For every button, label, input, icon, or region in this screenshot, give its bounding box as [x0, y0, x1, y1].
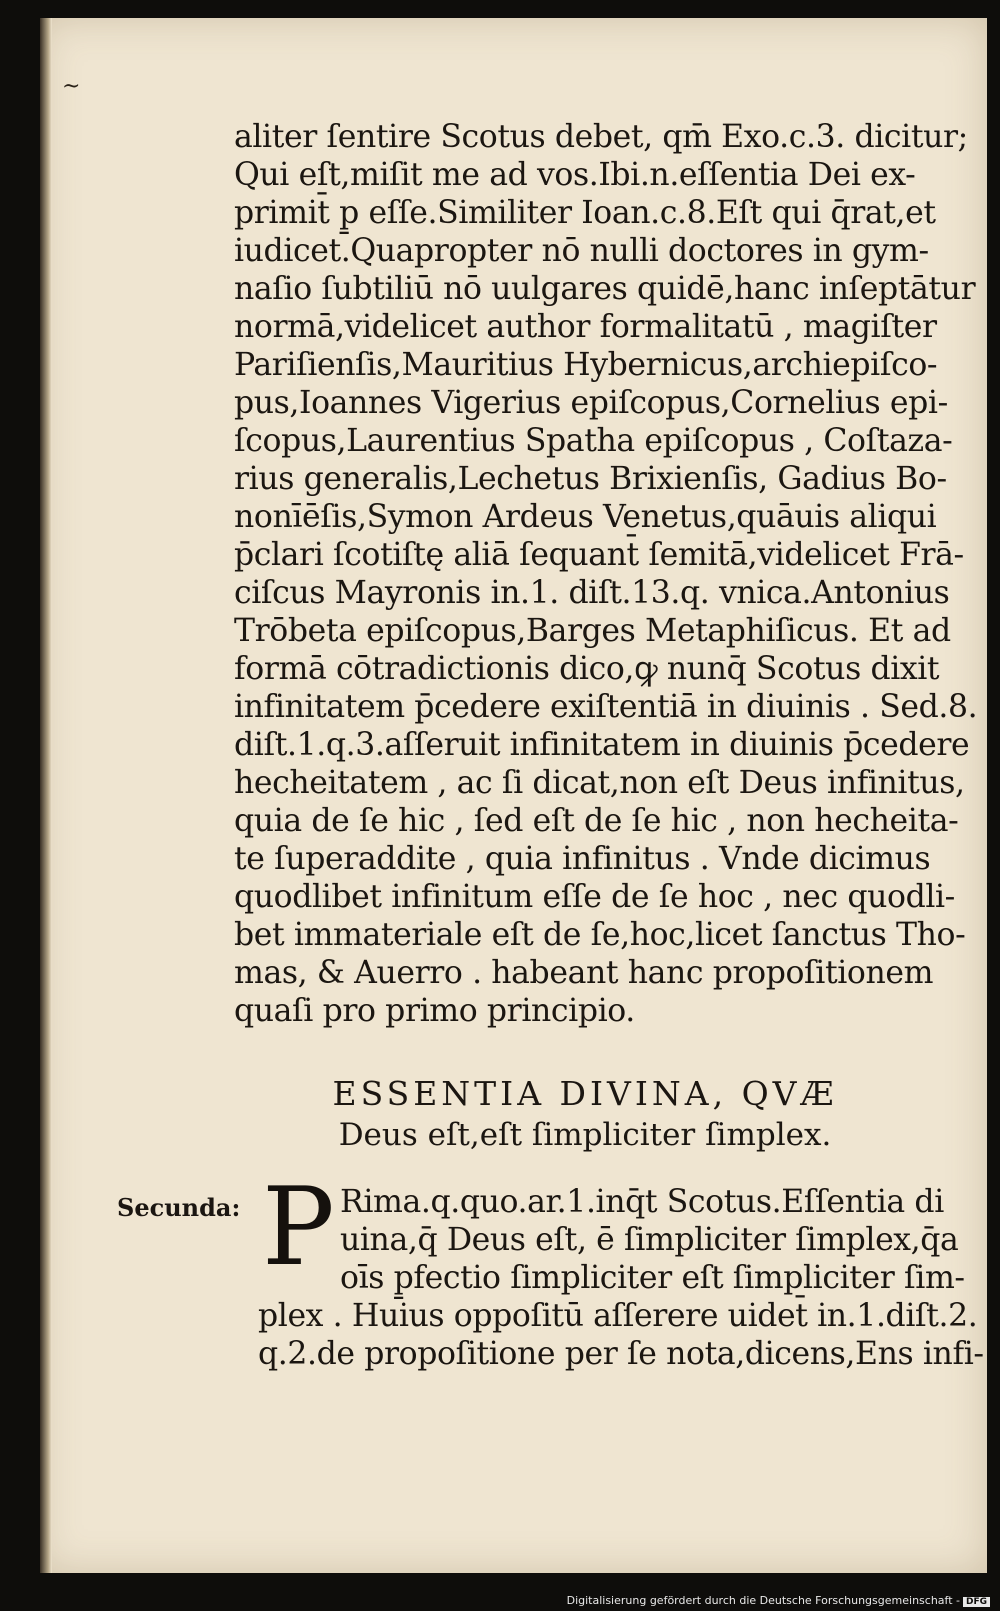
text-line: iudicet.Quapropter nō nulli doctores in gym-	[234, 233, 929, 269]
text-line: ciſcus Mayronis in.1. diſt.13.q. vnica.Antonius	[234, 575, 950, 611]
heading-line-2: Deus eſt,eſt ſimpliciter ſimplex.	[338, 1117, 832, 1153]
drop-capital: P	[262, 1165, 335, 1290]
text-line: p̄clari ſcotiſtę aliā ſequant̄ ſemitā,videlicet Frā-	[234, 537, 964, 573]
second-paragraph	[220, 1183, 984, 1373]
heading-line-1: ESSENTIA DIVINA, QVÆ	[332, 1074, 838, 1113]
text-line: nonīēſis,Symon Ardeus Venetus,quāuis aliqui	[234, 499, 937, 535]
text-line: mas, & Auerro . habeant hanc propoſitionem	[234, 955, 934, 991]
text-line: diſt.1.q.3.aſſeruit infinitatem in diuinis p̄cedere	[234, 727, 970, 763]
section-heading	[240, 1073, 930, 1155]
text-line: plex . Huius oppoſitū aſſerere uidet̄ in.1.diſt.2.	[258, 1298, 978, 1334]
book-page	[40, 18, 987, 1573]
main-paragraph	[234, 118, 978, 1030]
text-line: Trōbeta epiſcopus,Barges Metaphiſicus. Et ad	[234, 613, 951, 649]
text-line: formā cōtradictionis dico,ꝙ nunq̄ Scotus dixit	[234, 651, 940, 687]
text-line: oīs p̱fectio ſimpliciter eſt ſimpliciter ſim-	[340, 1260, 965, 1296]
text-line: quodlibet infinitum eſſe de ſe hoc , nec quodli-	[234, 879, 955, 915]
text-line: Pariſienſis,Mauritius Hybernicus,archiepiſco-	[234, 347, 938, 383]
text-line: bet immateriale eſt de ſe,hoc,licet ſanctus Tho-	[234, 917, 966, 953]
text-line: ſcopus,Laurentius Spatha epiſcopus , Coſtaza-	[234, 423, 953, 459]
edge-mark: ~	[62, 74, 81, 99]
text-line: te ſuperaddite , quia infinitus . Vnde dicimus	[234, 841, 931, 877]
text-line: rius generalis,Lechetus Brixienſis, Gadius Bo-	[234, 461, 947, 497]
text-line: aliter ſentire Scotus debet, qm̄ Exo.c.3. dicitur;	[234, 119, 968, 155]
text-line: uina,q̄ Deus eſt, ē ſimpliciter ſimplex,q̄a	[340, 1222, 959, 1258]
text-line: normā,videlicet author formalitatū , magiſter	[234, 309, 937, 345]
text-line: infinitatem p̄cedere exiſtentiā in diuinis . Sed.8.	[234, 689, 978, 725]
credit-text: Digitalisierung gefördert durch die Deutsche Forschungsgemeinschaft -	[566, 1594, 960, 1607]
text-line: primit̄ p̱ eſſe.Similiter Ioan.c.8.Eſt qui q̄rat,et	[234, 195, 936, 231]
digitization-credit	[567, 1594, 990, 1607]
text-line: naſio ſubtiliū nō uulgares quidē,hanc inſeptātur	[234, 271, 976, 307]
text-line: Qui eſt,miſit me ad vos.Ibi.n.eſſentia Dei ex-	[234, 157, 916, 193]
page-gutter	[40, 18, 52, 1573]
text-line: pus,Ioannes Vigerius epiſcopus,Cornelius epi-	[234, 385, 948, 421]
text-line: quaſi pro primo principio.	[234, 993, 635, 1029]
text-line: hecheitatem , ac ſi dicat,non eſt Deus infinitus,	[234, 765, 965, 801]
text-line: q.2.de propoſitione per ſe nota,dicens,Ens infi-	[258, 1336, 984, 1372]
dfg-logo: DFG	[963, 1597, 990, 1607]
margin-note: Secunda:	[117, 1193, 241, 1222]
text-line: Rima.q.quo.ar.1.inq̄t Scotus.Eſſentia di	[340, 1184, 944, 1220]
text-line: quia de ſe hic , ſed eſt de ſe hic , non hecheita-	[234, 803, 959, 839]
